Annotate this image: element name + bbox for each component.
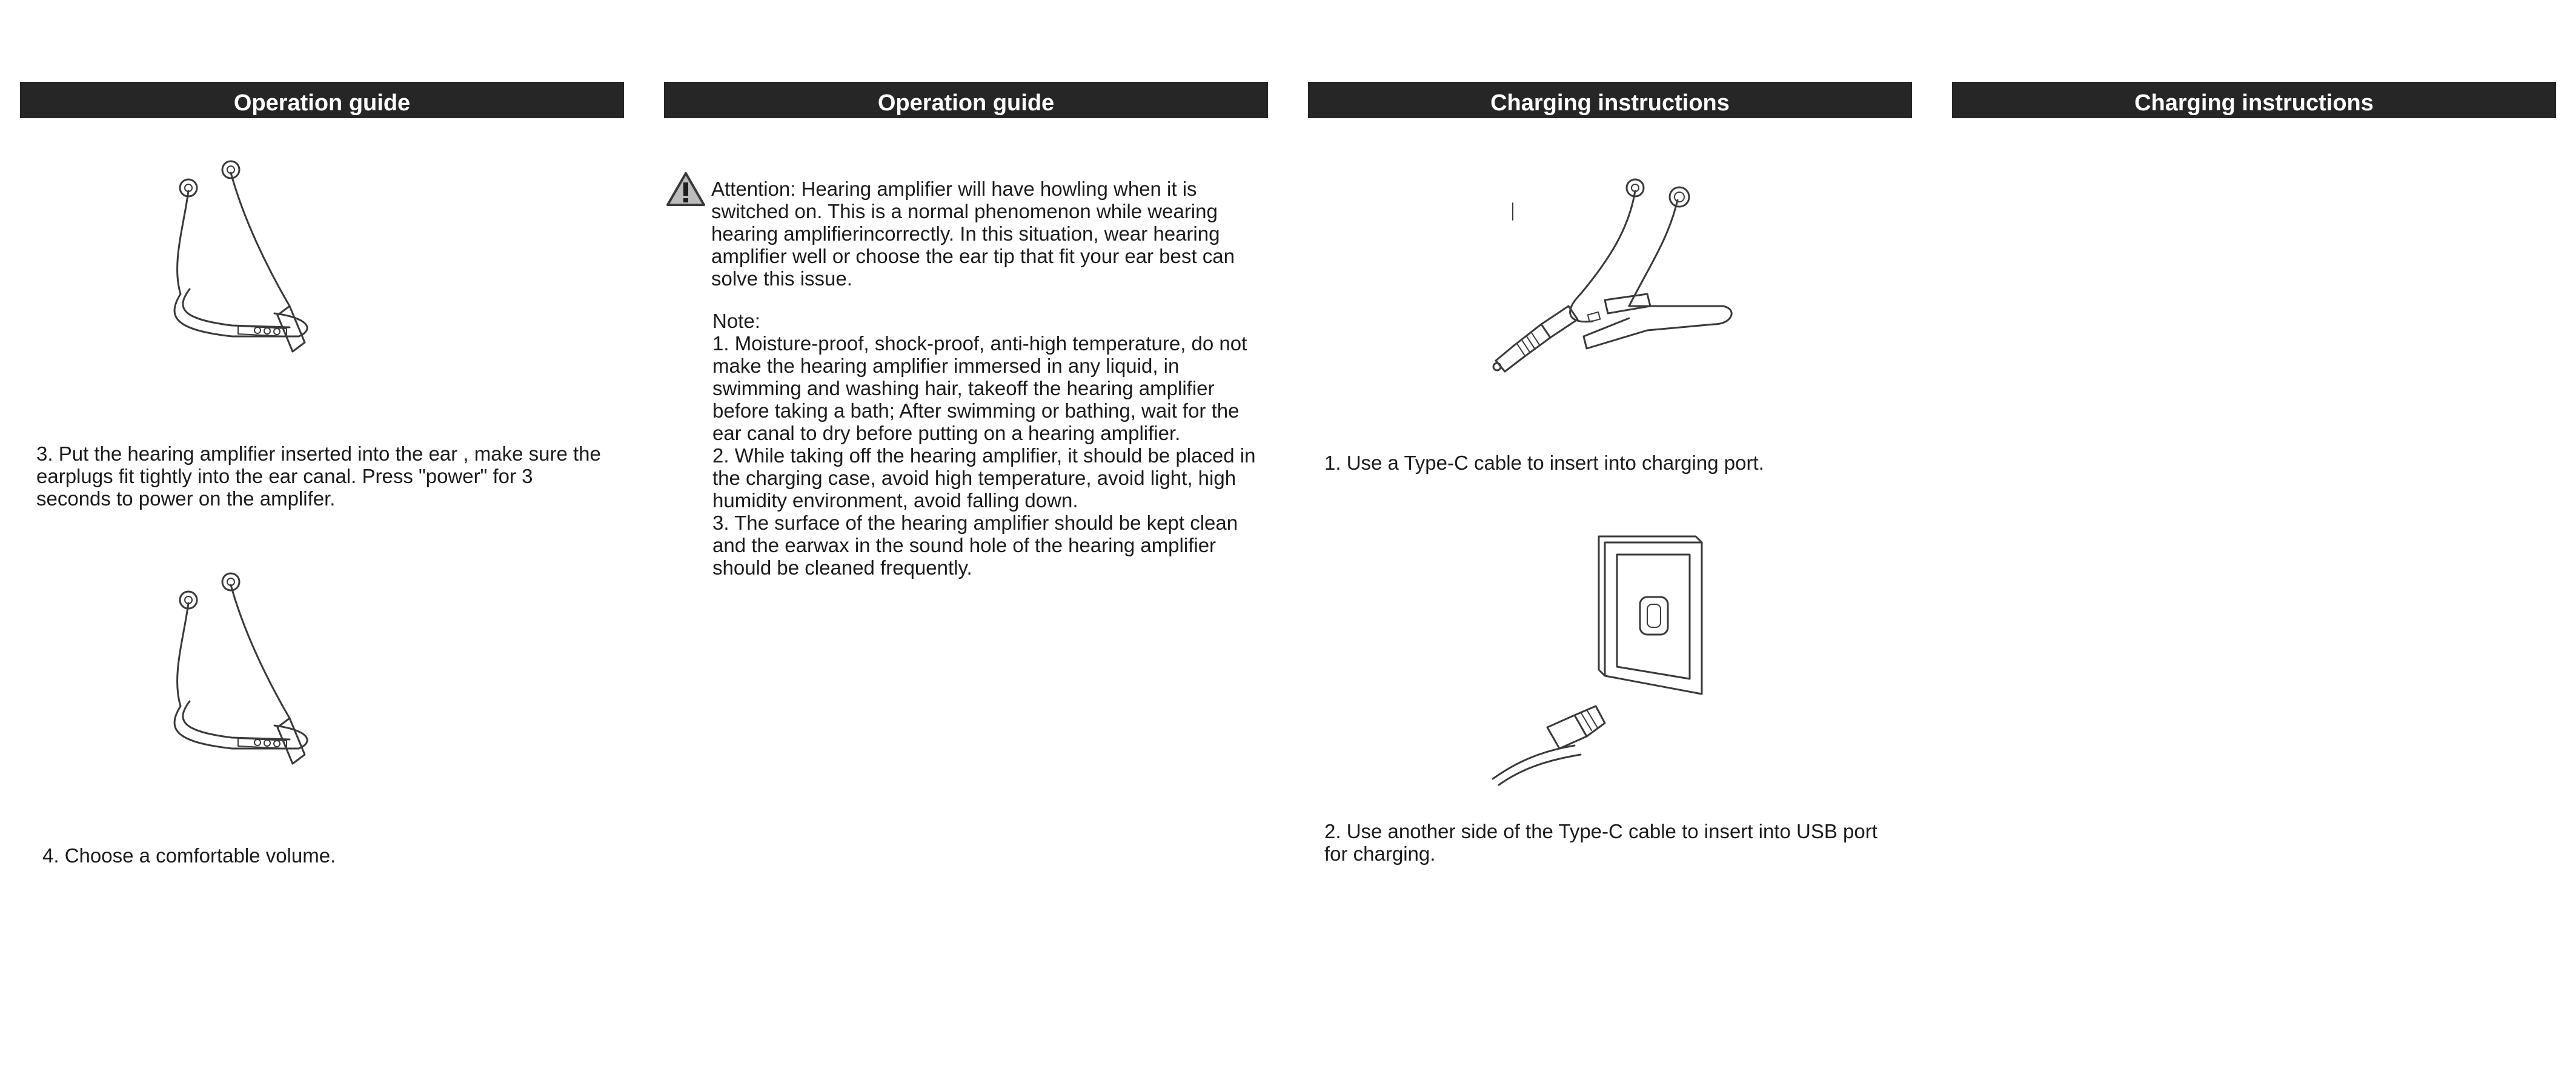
charging-step-1-text: 1. Use a Type-C cable to insert into charging port. — [1324, 452, 1764, 474]
neckband-hearing-amplifier-illustration — [159, 567, 414, 809]
section-header: Operation guide — [664, 82, 1268, 118]
section-header: Charging instructions — [1308, 82, 1912, 118]
note-item-1: 1. Moisture-proof, shock-proof, anti-high temperature, do not make the hearing amplifier immersed in any liquid, in swimming and washing hair, takeoff the hearing amplifier before taking a bath; After swimming or bathing, wait for the ear canal to dry before putting on a hearing amplifier. — [712, 332, 1247, 444]
panel-operation-guide-1 — [20, 82, 624, 1027]
step-4-text: 4. Choose a comfortable volume. — [42, 844, 336, 867]
attention-text: Attention: Hearing amplifier will have howling when it is switched on. This is a normal phenomenon while wearing hearing amplifierincorrectly. In this situation, wear hearing amplifier well or choose the ear tip that fit your ear best can solve this issue. — [711, 178, 1235, 290]
charging-step-2-text: 2. Use another side of the Type-C cable to insert into USB port for charging. — [1324, 820, 1877, 865]
panel-charging-instructions-1 — [1308, 82, 1912, 1027]
note-item-2: 2. While taking off the hearing amplifier, it should be placed in the charging case, avoid high temperature, avoid light, high humidity environment, avoid falling down. — [712, 444, 1256, 512]
panel-operation-guide-2 — [664, 82, 1268, 1027]
note-heading: Note: — [712, 310, 760, 332]
note-item-3: 3. The surface of the hearing amplifier should be kept clean and the earwax in the sound hole of the hearing amplifier should be cleaned frequently. — [712, 512, 1238, 579]
usb-wall-socket-illustration — [1484, 530, 1714, 773]
section-header: Operation guide — [20, 82, 624, 118]
type-c-cable-device-illustration — [1447, 155, 1750, 427]
step-3-text: 3. Put the hearing amplifier inserted into the ear , make sure the earplugs fit tightly into the ear canal. Press "power" for 3 seconds to power on the amplifer. — [36, 442, 601, 510]
panel-charging-instructions-2 — [1952, 82, 2556, 1027]
section-header: Charging instructions — [1952, 82, 2556, 118]
warning-triangle-icon — [666, 172, 706, 207]
neckband-hearing-amplifier-illustration — [159, 155, 414, 397]
